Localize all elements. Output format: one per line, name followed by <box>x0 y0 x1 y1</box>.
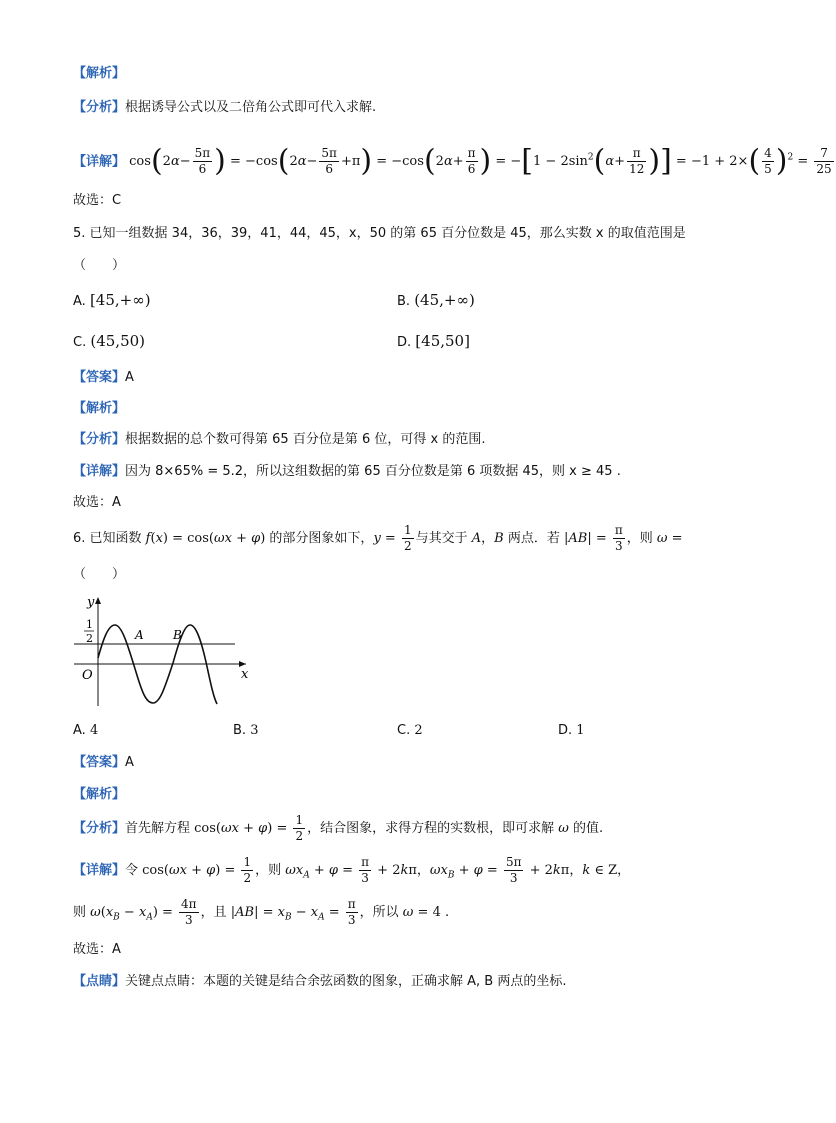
q6-daan: 【答案】A <box>73 755 134 770</box>
q5-option-c: C. (45,50) <box>73 332 146 350</box>
x-axis-label: x <box>241 667 249 682</box>
q5-option-b: B. (45,+∞) <box>397 291 475 309</box>
q5-daan: 【答案】A <box>73 370 134 385</box>
q6-jiexi-heading: 【解析】 <box>73 787 126 802</box>
q6-option-b: B. 3 <box>233 723 259 738</box>
q5-option-a: A. [45,+∞) <box>73 291 151 309</box>
q6-option-d: D. 1 <box>558 723 585 738</box>
y-axis-label: y <box>87 595 95 610</box>
q5-fenxi: 【分析】根据数据的总个数可得第 65 百分位是第 6 位，可得 x 的范围. <box>73 432 486 447</box>
q4-xiangjie <box>73 140 836 180</box>
q6-option-c: C. 2 <box>397 723 423 738</box>
q5-paren: （ ） <box>73 258 126 273</box>
origin-label: O <box>82 668 93 683</box>
q6-xiangjie-line2: 则 $\omega(x_B - x_A)$ = $\frac{4\pi}{3}$ ，且 $|AB| = x_B - x_A$ = $\frac{\pi}{3}$ ，所以 ω = 4 . <box>73 897 450 927</box>
q4-jiexi-heading: 【解析】 <box>73 66 126 81</box>
point-a-label: A <box>135 628 144 642</box>
q5-option-d: D. [45,50] <box>397 332 470 350</box>
q5-answer: 故选：A <box>73 495 121 510</box>
q6-stem: 6. 已知函数 f(x) = cos(ωx + φ) 的部分图象如下，y = $\frac{1}{2}$ 与其交于 A，B 两点．若 |AB| = $\frac{\pi}{3}$ ，则 ω = <box>73 523 683 553</box>
q6-xiangjie-line1: 【详解】令 cos(ωx + φ) = $\frac{1}{2}$ ，则 $\omega x_A + \varphi$ = $\frac{\pi}{3}$ + 2kπ，$\omega x_B + \varphi$ = $\frac{5\pi}{3}$ + 2kπ，k ∈ Z， <box>73 855 631 885</box>
half-denominator: 2 <box>86 632 93 645</box>
q6-cosine-graph <box>70 592 260 710</box>
q4-xiangjie-tag: 【详解】 <box>73 154 126 170</box>
q4-answer: 故选：C <box>73 193 122 208</box>
q6-option-a: A. 4 <box>73 723 99 738</box>
y-axis-arrow-icon <box>95 597 101 604</box>
q6-answer: 故选：A <box>73 942 121 957</box>
q5-stem: 5. 已知一组数据 34，36，39，41，44，45，x，50 的第 65 百分位数是 45，那么实数 x 的取值范围是 <box>73 226 686 241</box>
half-numerator: 1 <box>86 618 93 631</box>
q6-dianjing: 【点睛】关键点点睛：本题的关键是结合余弦函数的图象，正确求解 A, B 两点的坐标. <box>73 974 567 989</box>
q4-xiangjie-formula: cos(2α− $\frac{5\pi}{6}$ ) = −cos(2α− $\frac{5\pi}{6}$ +π) = −cos(2α+ $\frac{\pi}{6}$ ) = $-[1 - 2\sin^2(\alpha+$ $\frac{\pi}{12}$ )] = −1 + 2×( $\frac{4}{5}$ )$^2$ = $\frac{7}{25}$ <box>129 143 832 179</box>
q6-paren: （ ） <box>73 567 126 582</box>
q4-fenxi <box>73 98 376 118</box>
q4-fenxi-tag: 【分析】 <box>73 100 126 115</box>
point-b-label: B <box>173 628 182 642</box>
q4-fenxi-text: 根据诱导公式以及二倍角公式即可代入求解. <box>125 100 377 115</box>
q6-fenxi: 【分析】首先解方程 cos(ωx + φ) = $\frac{1}{2}$ ，结合图象，求得方程的实数根，即可求解 ω 的值. <box>73 813 604 843</box>
q5-xiangjie: 【详解】因为 8×65% = 5.2，所以这组数据的第 65 百分位数是第 6 项数据 45，则 x ≥ 45 . <box>73 464 621 479</box>
q5-jiexi-heading: 【解析】 <box>73 401 126 416</box>
